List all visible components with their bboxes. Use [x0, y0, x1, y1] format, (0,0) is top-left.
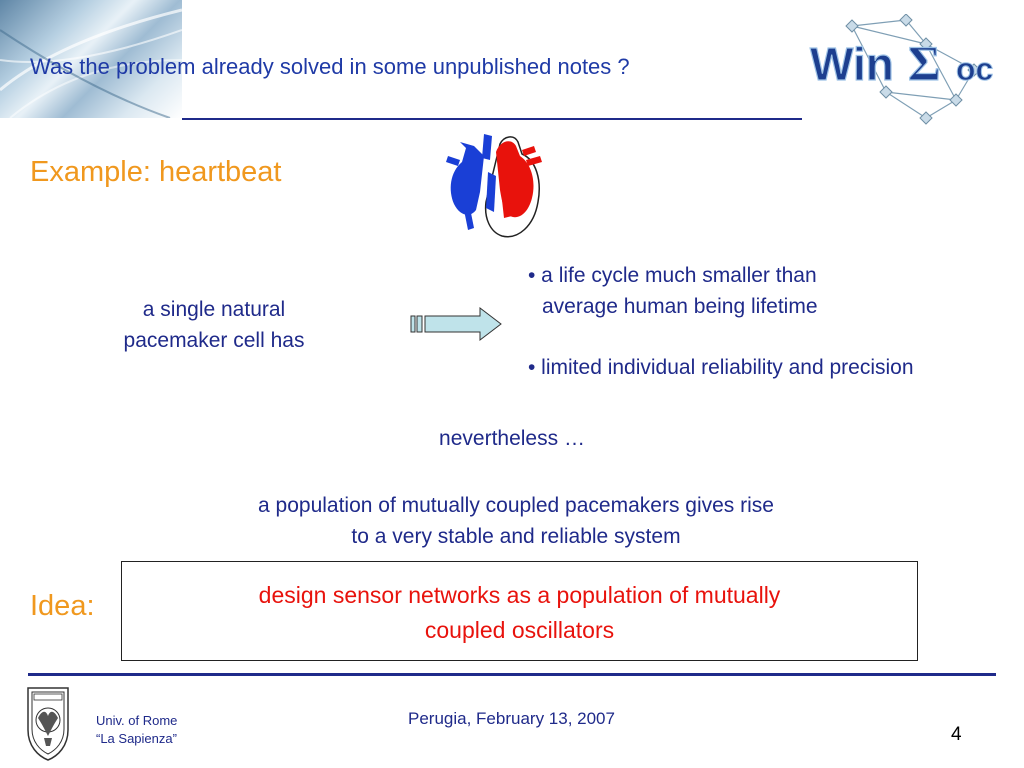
- winsoc-logo: [806, 14, 1016, 126]
- idea-label: Idea:: [30, 590, 95, 622]
- population-line-2: to a very stable and reliable system: [351, 525, 681, 548]
- logo-win-text: Win: [810, 38, 894, 90]
- idea-text: [121, 578, 918, 648]
- footer-divider: [28, 673, 996, 676]
- page-number: 4: [951, 724, 962, 745]
- logo-oc-text: oc: [956, 51, 994, 87]
- section-heading: Example: heartbeat: [30, 156, 282, 188]
- slide-title: Was the problem already solved in some unpublished notes ?: [30, 54, 630, 79]
- bullet-life-cycle: • a life cycle much smaller than: [528, 264, 817, 287]
- university-line-2: “La Sapienza”: [96, 731, 177, 746]
- right-arrow-icon: [408, 306, 504, 342]
- heart-illustration: [440, 132, 550, 244]
- population-line-1: a population of mutually coupled pacemakers gives rise: [258, 494, 774, 517]
- pacemaker-line-2: pacemaker cell has: [123, 329, 305, 352]
- university-line-1: Univ. of Rome: [96, 713, 178, 728]
- logo-sigma-text: Σ: [908, 35, 941, 91]
- footer-date: Perugia, February 13, 2007: [408, 709, 615, 728]
- university-name: [96, 712, 177, 748]
- pacemaker-line-1: a single natural: [142, 298, 286, 321]
- bullet-life-cycle-continued: average human being lifetime: [542, 295, 818, 318]
- pacemaker-text: [92, 294, 336, 356]
- population-text: [0, 490, 1024, 552]
- idea-line-2: coupled oscillators: [424, 617, 615, 643]
- university-seal-icon: [24, 680, 72, 762]
- nevertheless-text: nevertheless …: [439, 427, 585, 450]
- title-underline: [182, 118, 802, 120]
- bullet-reliability: • limited individual reliability and precision: [528, 356, 914, 379]
- idea-line-1: design sensor networks as a population of mutually: [258, 582, 781, 608]
